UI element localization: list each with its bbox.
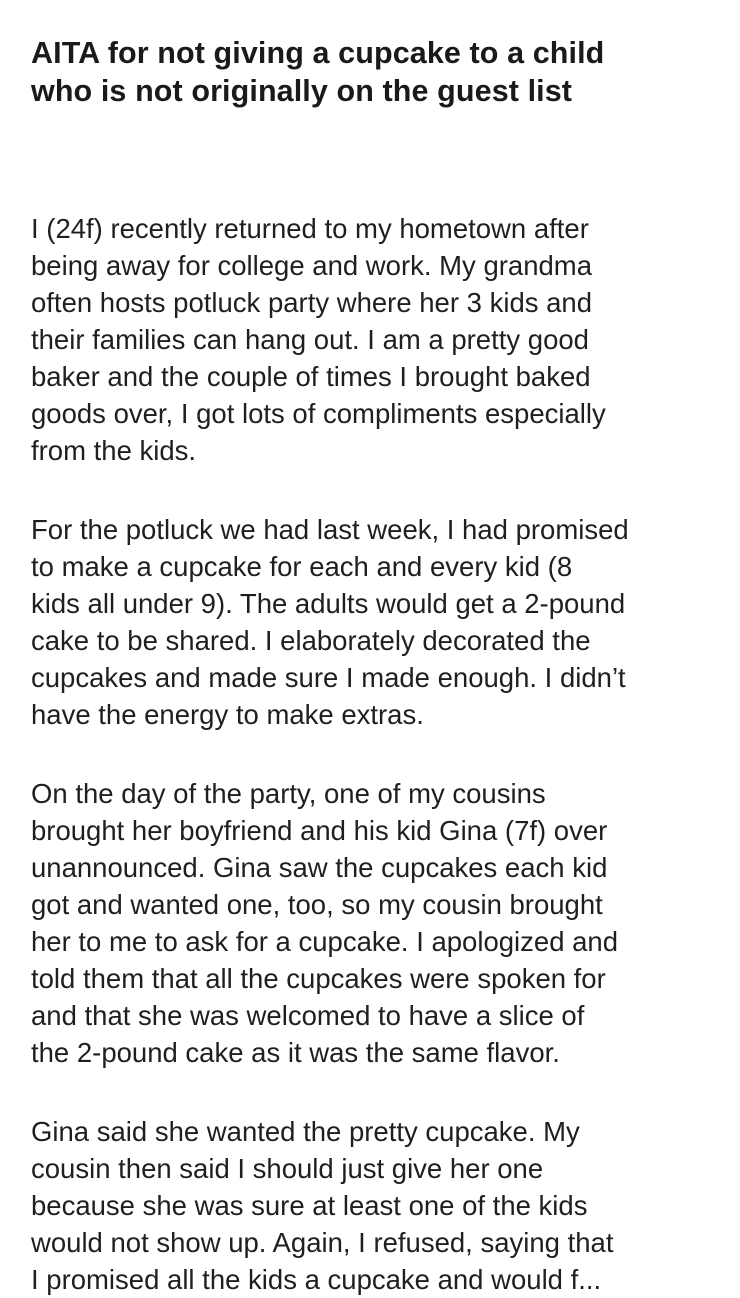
post-paragraph-1: I (24f) recently returned to my hometown after being away for college and work. My grandma often hosts potluck party where her 3 kids and their families can hang out. I am a pretty good baker and the couple of times I brought baked goods over, I got lots of compliments especially from the kids. <box>31 213 606 466</box>
post-paragraph-4: Gina said she wanted the pretty cupcake. My cousin then said I should just give her one because she was sure at least one of the kids would not show up. Again, I refused, saying that I promised all the kids a cupcake and would f... <box>31 1116 614 1295</box>
post-paragraph-3: On the day of the party, one of my cousins brought her boyfriend and his kid Gina (7f) over unannounced. Gina saw the cupcakes each kid got and wanted one, too, so my cousin brought her to me to ask for a cupcake. I apologized and told them that all the cupcakes were spoken for and that she was welcomed to have a slice of the 2-pound cake as it was the same flavor. <box>31 778 619 1068</box>
post-title: AITA for not giving a cupcake to a child who is not originally on the guest list <box>31 36 605 108</box>
post-body <box>31 210 721 1298</box>
post-paragraph-2: For the potluck we had last week, I had promised to make a cupcake for each and every kid (8 kids all under 9). The adults would get a 2-pound cake to be shared. I elaborately decorated the cupcakes and made sure I made enough. I didn’t have the energy to make extras. <box>31 514 629 730</box>
